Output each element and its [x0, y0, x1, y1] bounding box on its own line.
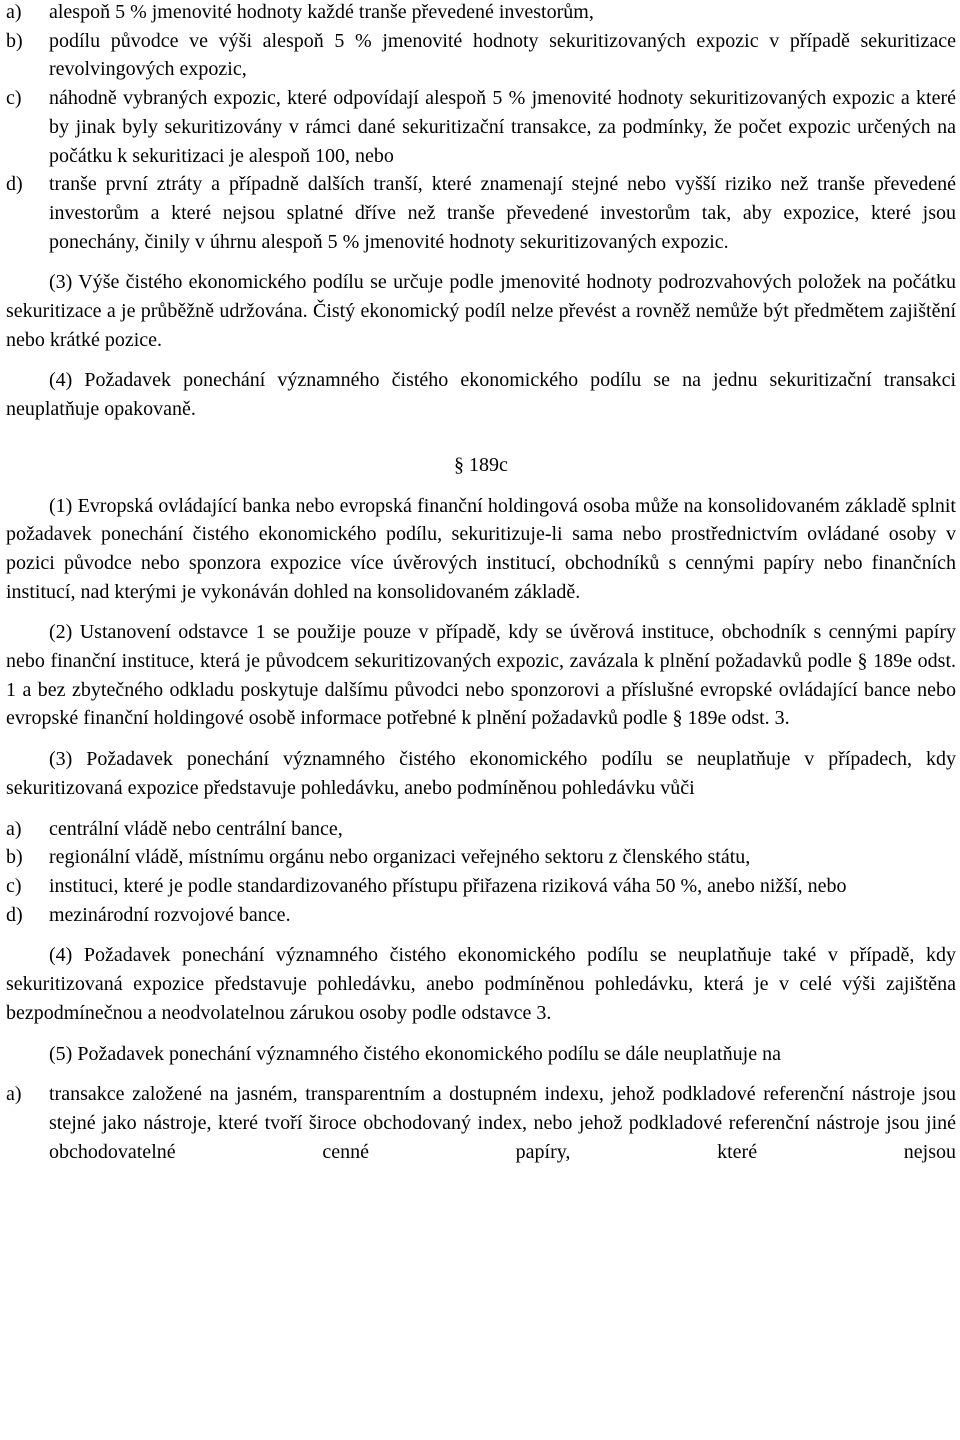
section-paragraph-4: (4) Požadavek ponechání významného čistého ekonomického podílu se neuplatňuje také v případě, kdy sekuritizovaná expozice představuje pohledávku, anebo podmíněnou pohledávku, která je v celé výši zajištěna bezpodmínečnou a neodvolatelnou zárukou osoby podle odstavce 3. — [6, 944, 956, 1024]
list-item — [6, 27, 956, 84]
list-item-text: náhodně vybraných expozic, které odpovídají alespoň 5 % jmenovité hodnoty sekuritizovaných expozic a které by jinak byly sekuritizovány v rámci dané sekuritizační transakce, za podmínky, že počet expozic určených na počátku k sekuritizaci je alespoň 100, nebo — [49, 87, 956, 167]
section-paragraph-3: (3) Požadavek ponechání významného čistého ekonomického podílu se neuplatňuje v případech, kdy sekuritizovaná expozice představuje pohledávku, anebo podmíněnou pohledávku vůči — [6, 748, 956, 799]
list-item-label: a) — [6, 1, 22, 23]
list-exemptions — [6, 815, 956, 930]
section-heading: § 189c — [454, 453, 508, 476]
list-item — [6, 843, 956, 872]
list-item — [6, 84, 956, 170]
list-item-text: tranše první ztráty a případně dalších tranší, které znamenají stejné nebo vyšší riziko než tranše převedené investorům a které nejsou splatné dříve než tranše převedené investorům tak, aby expozice, které jsou ponechány, činily v úhrnu alespoň 5 % jmenovité hodnoty sekuritizovaných expozic. — [49, 173, 956, 253]
list-item — [6, 170, 956, 256]
list-item-text: instituci, které je podle standardizovaného přístupu přiřazena riziková váha 50 %, anebo nižší, nebo — [49, 874, 847, 897]
list-item — [6, 0, 956, 27]
list-item-label: b) — [6, 846, 23, 869]
section-paragraph-5: (5) Požadavek ponechání významného čistého ekonomického podílu se dále neuplatňuje na — [49, 1042, 781, 1065]
list-item — [6, 815, 956, 844]
list-item — [6, 872, 956, 901]
document-page — [6, 0, 956, 1166]
list-item-text: transakce založené na jasném, transparentním a dostupném indexu, jehož podkladové referenční nástroje jsou stejné jako nástroje, které tvoří široce obchodovaný index, nebo jehož podkladové referenční nástroje jsou jiné obchodovatelné cenné papíry, které nejsou — [49, 1083, 956, 1163]
list-item-text: centrální vládě nebo centrální bance, — [49, 817, 343, 840]
section-paragraph-1: (1) Evropská ovládající banka nebo evropská finanční holdingová osoba může na konsolidovaném základě splnit požadavek ponechání čistého ekonomického podílu, sekuritizuje-li sama nebo prostřednictvím ovládané osoby v pozici původce nebo sponzora expozice více úvěrových institucí, obchodníků s cennými papíry nebo finančních institucí, nad kterými je vykonáván dohled na konsolidovaném základě. — [6, 494, 956, 603]
list-retention-options — [6, 0, 956, 256]
section-paragraph-2: (2) Ustanovení odstavce 1 se použije pouze v případě, kdy se úvěrová instituce, obchodník s cennými papíry nebo finanční instituce, která je původcem sekuritizovaných expozic, zavázala k plnění požadavků podle § 189e odst. 1 a bez zbytečného odkladu poskytuje dalšímu původci nebo sponzorovi a příslušné evropské ovládající bance nebo evropské finanční holdingové osobě informace potřebné k plnění požadavků podle § 189e odst. 3. — [6, 621, 956, 730]
list-item-text: alespoň 5 % jmenovité hodnoty každé tranše převedené investorům, — [49, 1, 594, 23]
list-item-label: a) — [6, 1083, 22, 1106]
list-index-transactions — [6, 1080, 956, 1166]
list-item-label: d) — [6, 903, 23, 926]
paragraph-4: (4) Požadavek ponechání významného čistého ekonomického podílu se na jednu sekuritizační transakci neuplatňuje opakovaně. — [6, 369, 956, 421]
list-item — [6, 1080, 956, 1166]
list-item-label: d) — [6, 173, 23, 196]
list-item-label: c) — [6, 87, 22, 110]
list-item-label: b) — [6, 29, 23, 52]
list-item-text: regionální vládě, místnímu orgánu nebo organizaci veřejného sektoru z členského státu, — [49, 846, 751, 869]
list-item-text: mezinárodní rozvojové bance. — [49, 903, 291, 926]
list-item-label: c) — [6, 874, 22, 897]
paragraph-3: (3) Výše čistého ekonomického podílu se určuje podle jmenovité hodnoty podrozvahových položek na počátku sekuritizace a je průběžně udržována. Čistý ekonomický podíl nelze převést a rovněž nemůže být předmětem zajištění nebo krátké pozice. — [6, 271, 956, 351]
list-item — [6, 901, 956, 930]
list-item-text: podílu původce ve výši alespoň 5 % jmenovité hodnoty sekuritizovaných expozic v případě sekuritizace revolvingových expozic, — [49, 29, 956, 81]
list-item-label: a) — [6, 817, 22, 840]
